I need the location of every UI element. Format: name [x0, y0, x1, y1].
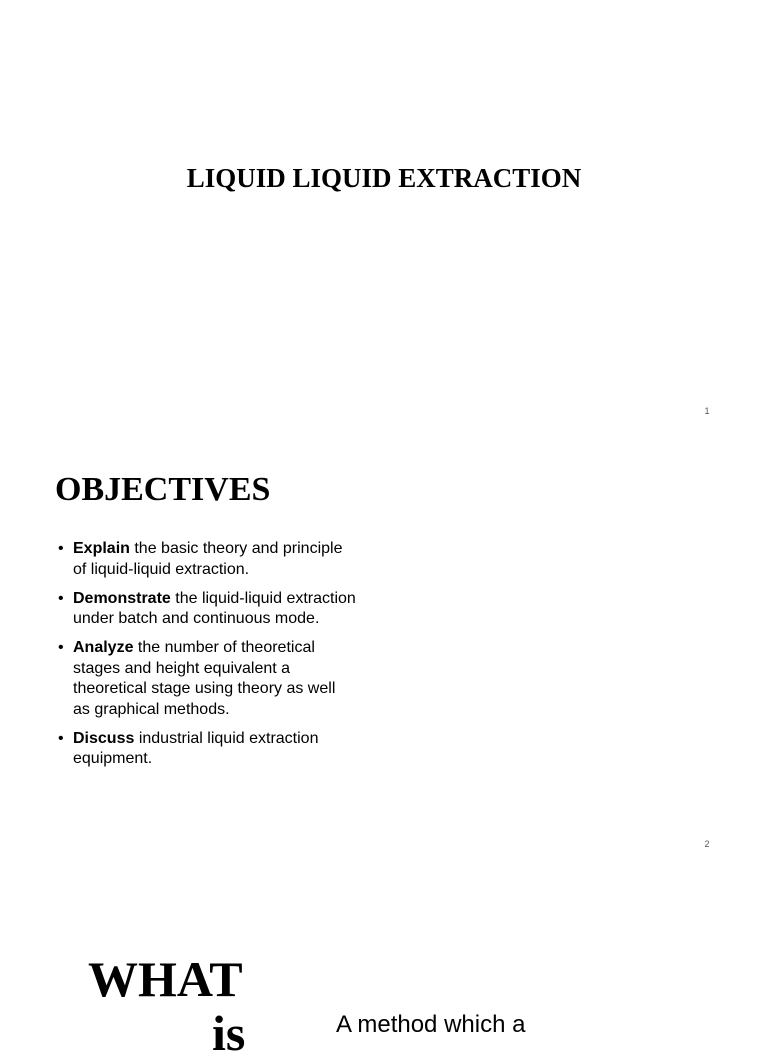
objective-item	[56, 539, 356, 580]
objectives-heading: OBJECTIVES	[55, 471, 271, 508]
what-heading: WHAT	[88, 951, 243, 1007]
bullet-icon: •	[58, 540, 64, 557]
objectives-list	[56, 539, 356, 778]
page-number: 2	[704, 839, 710, 849]
page-number: 1	[704, 406, 710, 416]
objective-keyword: Explain	[73, 540, 130, 557]
objective-text: the number of theoretical stages and height equivalent a theoretical stage using theory as well as graphical methods.	[73, 639, 336, 718]
slide-3	[0, 866, 768, 1061]
objective-keyword: Demonstrate	[73, 589, 171, 607]
objective-item	[56, 638, 356, 720]
bullet-icon: •	[58, 639, 64, 656]
bullet-icon: •	[58, 589, 64, 607]
slide-2	[0, 433, 768, 866]
slide-title: LIQUID LIQUID EXTRACTION	[186, 163, 582, 193]
definition-text: A method which a	[336, 1011, 526, 1038]
objective-item	[56, 589, 356, 630]
objective-item	[56, 729, 356, 770]
objective-text: the basic theory and principle of liquid-liquid extraction.	[73, 540, 343, 578]
objective-text: industrial liquid extraction equipment.	[73, 729, 319, 767]
what-heading-line2: is	[212, 1005, 246, 1061]
objective-text: the liquid-liquid extraction under batch and continuous mode.	[73, 589, 356, 627]
slide-1	[0, 0, 768, 433]
objective-keyword: Discuss	[73, 729, 135, 747]
bullet-icon: •	[58, 729, 64, 747]
objective-keyword: Analyze	[73, 639, 134, 656]
